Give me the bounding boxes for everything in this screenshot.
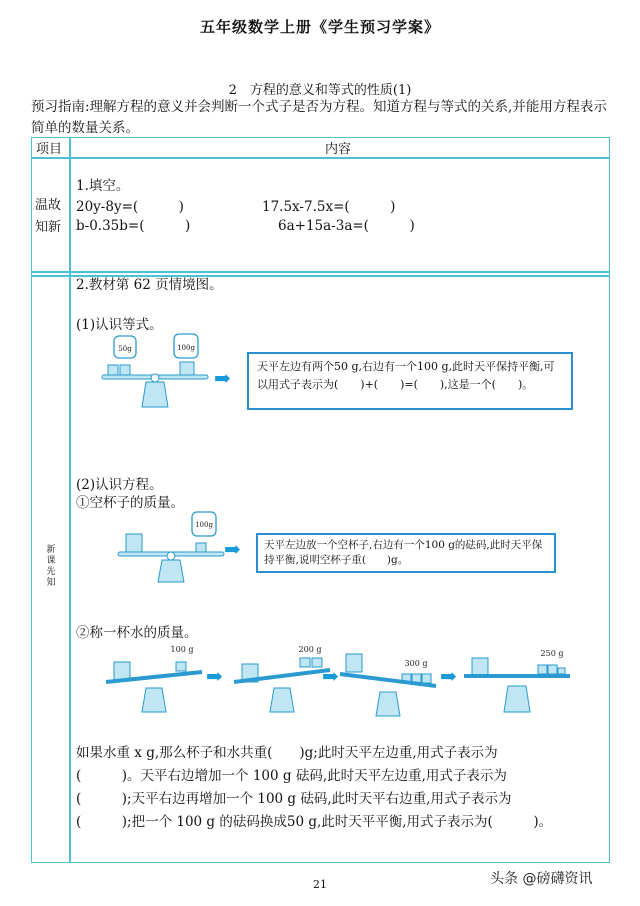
- arrow-right-icon: ➡: [224, 537, 241, 561]
- part2-label: (2)认识方程。: [76, 477, 163, 493]
- paragraph-line-3: ( );天平右边再增加一个 100 g 砝码,此时天平右边重,用式子表示为: [76, 791, 512, 807]
- header-item: 项目: [36, 142, 63, 157]
- arrow-right-icon: ➡: [322, 664, 339, 688]
- arrow-right-icon: ➡: [440, 664, 457, 688]
- row-label-newlesson: 新课先知: [46, 545, 56, 588]
- header-divider: [32, 157, 609, 159]
- watermark: 头条 @磅礴资讯: [490, 871, 593, 887]
- review-heading: 1.填空。: [76, 178, 130, 194]
- equation-box-2: 天平左边放一个空杯子,右边有一个100 g的砝码,此时天平保持平衡,说明空杯子重( )g。: [256, 533, 556, 573]
- lesson-title: 2 方程的意义和等式的性质(1): [228, 83, 412, 98]
- paragraph-line-2: ( )。天平右边增加一个 100 g 砝码,此时天平左边重,用式子表示为: [76, 768, 507, 784]
- arrow-right-icon: ➡: [206, 664, 223, 688]
- part2a-label: ①空杯子的质量。: [76, 495, 184, 511]
- header-content: 内容: [325, 142, 352, 157]
- column-divider: [69, 138, 71, 862]
- weight-label-50g: 50g: [118, 345, 132, 353]
- page-number: 21: [313, 878, 327, 891]
- balance-scale-3-icon: [104, 640, 204, 715]
- weight-label-a: 100 g: [170, 645, 194, 654]
- row-label-review-2: 知新: [35, 220, 62, 235]
- paragraph-line-1: 如果水重 x g,那么杯子和水共重( )g;此时天平左边重,用式子表示为: [76, 745, 498, 761]
- preview-guide: 预习指南:理解方程的意义并会判断一个式子是否为方程。知道方程与等式的关系,并能用方程表示简单的数量关系。: [31, 99, 607, 136]
- part1-label: (1)认识等式。: [76, 317, 163, 333]
- weight-label-d: 250 g: [540, 649, 564, 658]
- weight-label-c: 300 g: [404, 659, 428, 668]
- row-divider-double: [32, 271, 609, 273]
- newlesson-heading: 2.教材第 62 页情境图。: [76, 277, 223, 293]
- balance-scale-1-icon: [100, 332, 210, 412]
- weight-label-100g: 100g: [177, 344, 195, 352]
- equation-box-1: 天平左边有两个50 g,右边有一个100 g,此时天平保持平衡,可以用式子表示为( )+( )=( ),这是一个( )。: [247, 352, 573, 410]
- review-expr-1: 20y-8y=( ): [76, 199, 184, 215]
- balance-scale-2-icon: [116, 510, 226, 585]
- row-label-review-1: 温故: [35, 198, 62, 213]
- balance-scale-6-icon: [462, 640, 572, 715]
- weight-label-100g-b: 100g: [195, 521, 213, 529]
- part2b-label: ②称一杯水的质量。: [76, 625, 198, 641]
- paragraph-line-4: ( );把一个 100 g 的砝码换成50 g,此时天平平衡,用式子表示为( )。: [76, 814, 553, 830]
- review-expr-4: 6a+15a-3a=( ): [278, 218, 415, 234]
- row-label-review: [35, 195, 69, 239]
- balance-scale-5-icon: [338, 644, 438, 719]
- review-expr-2: 17.5x-7.5x=( ): [262, 199, 396, 215]
- review-expr-3: b-0.35b=( ): [76, 218, 191, 234]
- balance-scale-4-icon: [232, 640, 332, 715]
- page-title: 五年级数学上册《学生预习学案》: [199, 18, 440, 36]
- arrow-right-icon: ➡: [214, 366, 231, 390]
- weight-label-b: 200 g: [298, 645, 322, 654]
